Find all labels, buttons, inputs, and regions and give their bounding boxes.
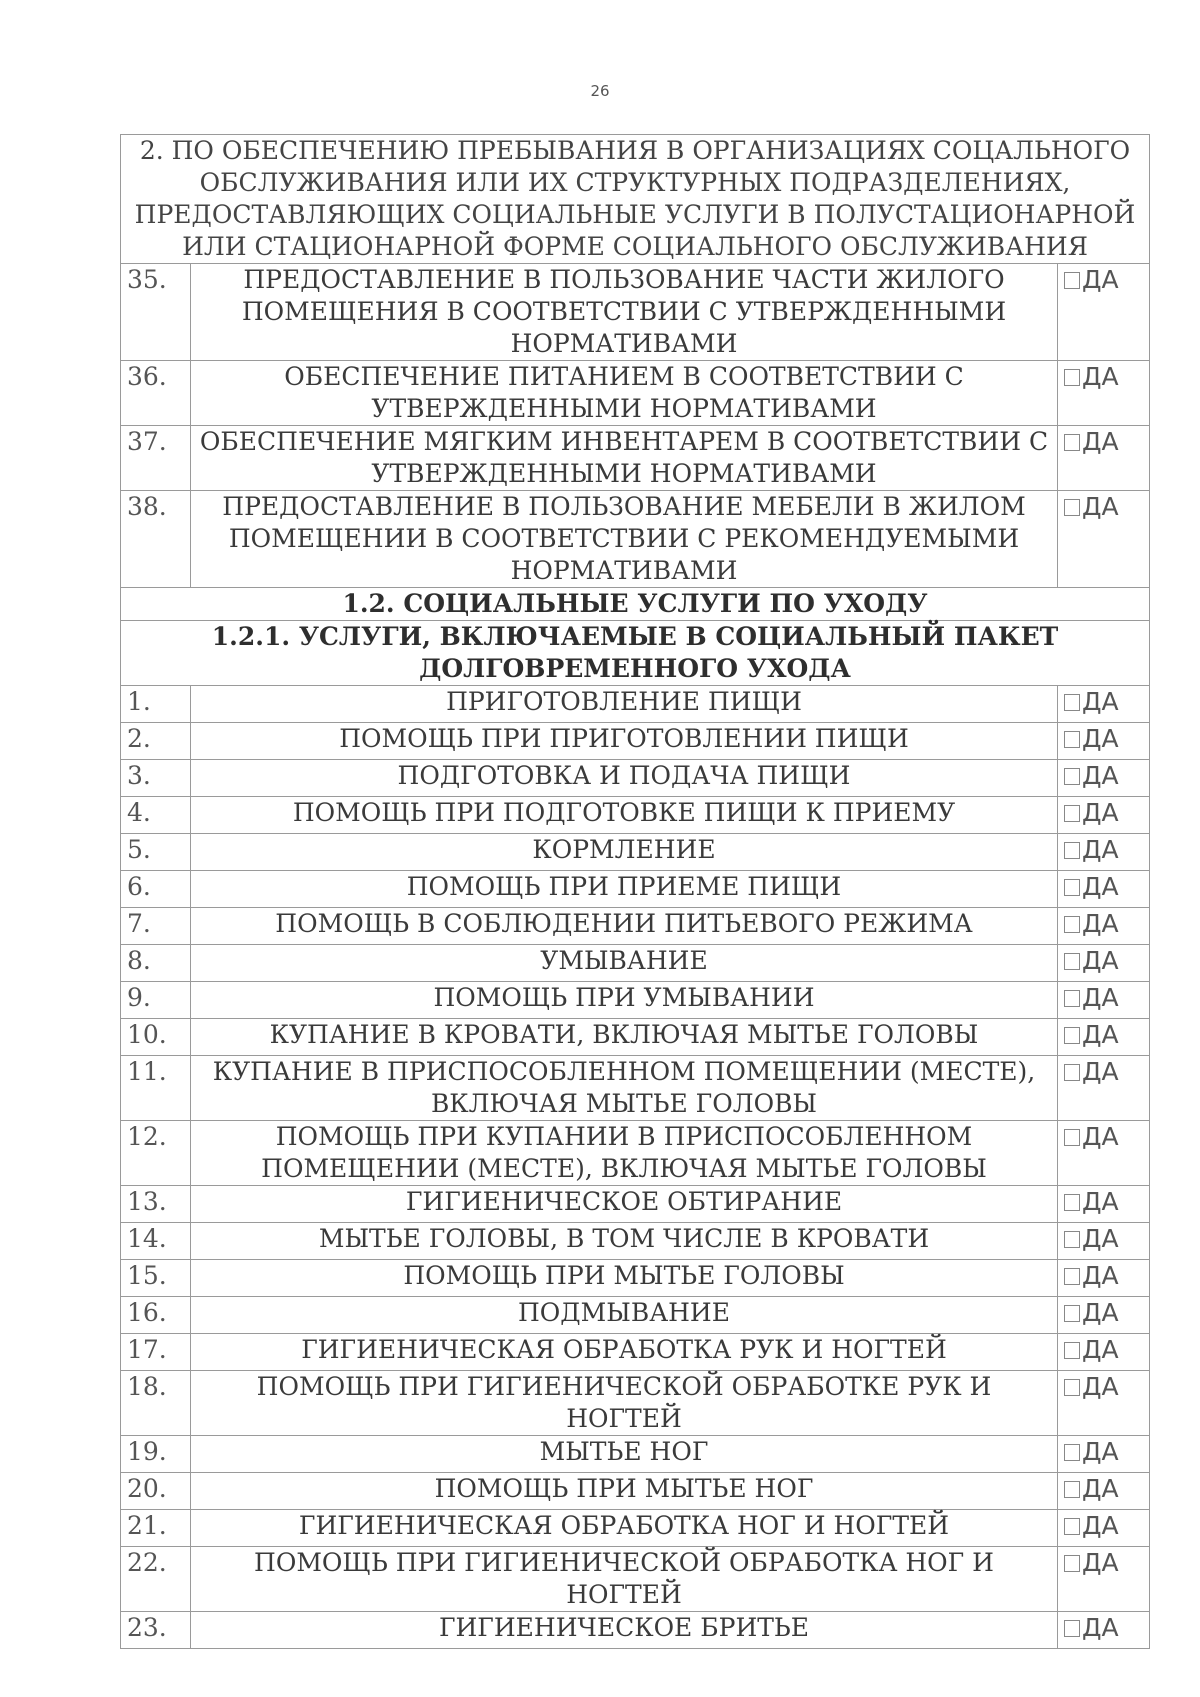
service-row (121, 871, 1150, 908)
yes-checkbox-cell[interactable] (1058, 1223, 1150, 1260)
checkbox-icon[interactable] (1064, 434, 1080, 451)
yes-checkbox-cell[interactable] (1058, 1547, 1150, 1612)
checkbox-icon[interactable] (1064, 1444, 1080, 1461)
yes-label: ДА (1082, 427, 1119, 456)
service-name: МЫТЬЕ ГОЛОВЫ, В ТОМ ЧИСЛЕ В КРОВАТИ (191, 1223, 1058, 1260)
service-row (121, 945, 1150, 982)
yes-checkbox-cell[interactable] (1058, 361, 1150, 426)
yes-checkbox-cell[interactable] (1058, 1056, 1150, 1121)
row-number: 23. (121, 1612, 191, 1649)
checkbox-icon[interactable] (1064, 1620, 1080, 1637)
checkbox-icon[interactable] (1064, 1231, 1080, 1248)
checkbox-icon[interactable] (1064, 805, 1080, 822)
checkbox-icon[interactable] (1064, 1518, 1080, 1535)
service-row (121, 1510, 1150, 1547)
row-number: 21. (121, 1510, 191, 1547)
yes-label: ДА (1082, 1020, 1119, 1049)
service-row (121, 797, 1150, 834)
service-name: ПОМОЩЬ ПРИ МЫТЬЕ НОГ (191, 1473, 1058, 1510)
service-name: УМЫВАНИЕ (191, 945, 1058, 982)
checkbox-icon[interactable] (1064, 953, 1080, 970)
yes-label: ДА (1082, 265, 1119, 294)
row-number: 11. (121, 1056, 191, 1121)
checkbox-icon[interactable] (1064, 272, 1080, 289)
subheading: 1.2. СОЦИАЛЬНЫЕ УСЛУГИ ПО УХОДУ (121, 588, 1150, 621)
service-row (121, 908, 1150, 945)
checkbox-icon[interactable] (1064, 1342, 1080, 1359)
service-name: ПРЕДОСТАВЛЕНИЕ В ПОЛЬЗОВАНИЕ МЕБЕЛИ В ЖИЛОМ ПОМЕЩЕНИИ В СООТВЕТСТВИИ С РЕКОМЕНДУЕМЫМИ НОРМАТИВАМИ (191, 491, 1058, 588)
row-number: 1. (121, 686, 191, 723)
row-number: 17. (121, 1334, 191, 1371)
row-number: 12. (121, 1121, 191, 1186)
service-row (121, 686, 1150, 723)
checkbox-icon[interactable] (1064, 499, 1080, 516)
row-number: 4. (121, 797, 191, 834)
service-row (121, 1612, 1150, 1649)
service-name: ПОМОЩЬ ПРИ ГИГИЕНИЧЕСКОЙ ОБРАБОТКЕ РУК И НОГТЕЙ (191, 1371, 1058, 1436)
yes-label: ДА (1082, 687, 1119, 716)
yes-checkbox-cell[interactable] (1058, 264, 1150, 361)
service-row (121, 491, 1150, 588)
yes-checkbox-cell[interactable] (1058, 982, 1150, 1019)
checkbox-icon[interactable] (1064, 1481, 1080, 1498)
yes-label: ДА (1082, 362, 1119, 391)
subheading: 1.2.1. УСЛУГИ, ВКЛЮЧАЕМЫЕ В СОЦИАЛЬНЫЙ ПАКЕТ ДОЛГОВРЕМЕННОГО УХОДА (121, 621, 1150, 686)
service-row (121, 723, 1150, 760)
service-name: ПОМОЩЬ ПРИ КУПАНИИ В ПРИСПОСОБЛЕННОМ ПОМЕЩЕНИИ (МЕСТЕ), ВКЛЮЧАЯ МЫТЬЕ ГОЛОВЫ (191, 1121, 1058, 1186)
service-row (121, 760, 1150, 797)
yes-checkbox-cell[interactable] (1058, 1334, 1150, 1371)
yes-checkbox-cell[interactable] (1058, 945, 1150, 982)
row-number: 7. (121, 908, 191, 945)
service-row (121, 1547, 1150, 1612)
service-row (121, 1473, 1150, 1510)
service-name: ГИГИЕНИЧЕСКАЯ ОБРАБОТКА НОГ И НОГТЕЙ (191, 1510, 1058, 1547)
service-row (121, 982, 1150, 1019)
row-number: 6. (121, 871, 191, 908)
yes-checkbox-cell[interactable] (1058, 723, 1150, 760)
subheading-row (121, 588, 1150, 621)
service-name: КУПАНИЕ В ПРИСПОСОБЛЕННОМ ПОМЕЩЕНИИ (МЕСТЕ), ВКЛЮЧАЯ МЫТЬЕ ГОЛОВЫ (191, 1056, 1058, 1121)
service-name: ПРЕДОСТАВЛЕНИЕ В ПОЛЬЗОВАНИЕ ЧАСТИ ЖИЛОГО ПОМЕЩЕНИЯ В СООТВЕТСТВИИ С УТВЕРЖДЕННЫМИ НОРМАТИВАМИ (191, 264, 1058, 361)
yes-label: ДА (1082, 983, 1119, 1012)
service-name: ОБЕСПЕЧЕНИЕ ПИТАНИЕМ В СООТВЕТСТВИИ С УТВЕРЖДЕННЫМИ НОРМАТИВАМИ (191, 361, 1058, 426)
checkbox-icon[interactable] (1064, 731, 1080, 748)
checkbox-icon[interactable] (1064, 1555, 1080, 1572)
yes-checkbox-cell[interactable] (1058, 908, 1150, 945)
yes-label: ДА (1082, 1261, 1119, 1290)
service-row (121, 1019, 1150, 1056)
yes-label: ДА (1082, 1437, 1119, 1466)
yes-checkbox-cell[interactable] (1058, 1436, 1150, 1473)
service-row (121, 1260, 1150, 1297)
yes-checkbox-cell[interactable] (1058, 1019, 1150, 1056)
section-header-row (121, 135, 1150, 264)
row-number: 19. (121, 1436, 191, 1473)
row-number: 9. (121, 982, 191, 1019)
yes-label: ДА (1082, 724, 1119, 753)
yes-checkbox-cell[interactable] (1058, 1612, 1150, 1649)
checkbox-icon[interactable] (1064, 1194, 1080, 1211)
checkbox-icon[interactable] (1064, 369, 1080, 386)
service-name: ПОДМЫВАНИЕ (191, 1297, 1058, 1334)
row-number: 8. (121, 945, 191, 982)
service-name: ПОМОЩЬ ПРИ ПРИГОТОВЛЕНИИ ПИЩИ (191, 723, 1058, 760)
yes-checkbox-cell[interactable] (1058, 1260, 1150, 1297)
service-row (121, 1297, 1150, 1334)
yes-label: ДА (1082, 1298, 1119, 1327)
yes-checkbox-cell[interactable] (1058, 1371, 1150, 1436)
row-number: 20. (121, 1473, 191, 1510)
row-number: 35. (121, 264, 191, 361)
yes-checkbox-cell[interactable] (1058, 491, 1150, 588)
yes-checkbox-cell[interactable] (1058, 797, 1150, 834)
yes-checkbox-cell[interactable] (1058, 1186, 1150, 1223)
section-header: 2. ПО ОБЕСПЕЧЕНИЮ ПРЕБЫВАНИЯ В ОРГАНИЗАЦИЯХ СОЦАЛЬНОГО ОБСЛУЖИВАНИЯ ИЛИ ИХ СТРУКТУРНЫХ ПОДРАЗДЕЛЕНИЯХ, ПРЕДОСТАВЛЯЮЩИХ СОЦИАЛЬНЫЕ УСЛУГИ В ПОЛУСТАЦИОНАРНОЙ ИЛИ СТАЦИОНАРНОЙ ФОРМЕ СОЦИАЛЬНОГО ОБСЛУЖИВАНИЯ (121, 135, 1150, 264)
checkbox-icon[interactable] (1064, 1305, 1080, 1322)
service-name: ГИГИЕНИЧЕСКАЯ ОБРАБОТКА РУК И НОГТЕЙ (191, 1334, 1058, 1371)
checkbox-icon[interactable] (1064, 842, 1080, 859)
yes-label: ДА (1082, 1474, 1119, 1503)
row-number: 2. (121, 723, 191, 760)
yes-label: ДА (1082, 1613, 1119, 1642)
row-number: 14. (121, 1223, 191, 1260)
row-number: 18. (121, 1371, 191, 1436)
yes-label: ДА (1082, 761, 1119, 790)
service-row (121, 361, 1150, 426)
yes-checkbox-cell[interactable] (1058, 834, 1150, 871)
yes-checkbox-cell[interactable] (1058, 871, 1150, 908)
service-row (121, 1223, 1150, 1260)
service-name: ПОМОЩЬ ПРИ ГИГИЕНИЧЕСКОЙ ОБРАБОТКА НОГ И НОГТЕЙ (191, 1547, 1058, 1612)
row-number: 10. (121, 1019, 191, 1056)
row-number: 38. (121, 491, 191, 588)
service-name: ПРИГОТОВЛЕНИЕ ПИЩИ (191, 686, 1058, 723)
yes-label: ДА (1082, 1122, 1119, 1151)
yes-label: ДА (1082, 1224, 1119, 1253)
yes-label: ДА (1082, 872, 1119, 901)
yes-label: ДА (1082, 1511, 1119, 1540)
yes-checkbox-cell[interactable] (1058, 1121, 1150, 1186)
yes-label: ДА (1082, 1372, 1119, 1401)
page-number: 26 (590, 82, 610, 100)
checkbox-icon[interactable] (1064, 694, 1080, 711)
service-name: ПОМОЩЬ ПРИ УМЫВАНИИ (191, 982, 1058, 1019)
checkbox-icon[interactable] (1064, 1379, 1080, 1396)
checkbox-icon[interactable] (1064, 1268, 1080, 1285)
checkbox-icon[interactable] (1064, 768, 1080, 785)
yes-label: ДА (1082, 1057, 1119, 1086)
yes-checkbox-cell[interactable] (1058, 1473, 1150, 1510)
service-row (121, 1334, 1150, 1371)
service-name: ПОМОЩЬ В СОБЛЮДЕНИИ ПИТЬЕВОГО РЕЖИМА (191, 908, 1058, 945)
service-name: МЫТЬЕ НОГ (191, 1436, 1058, 1473)
service-name: ОБЕСПЕЧЕНИЕ МЯГКИМ ИНВЕНТАРЕМ В СООТВЕТСТВИИ С УТВЕРЖДЕННЫМИ НОРМАТИВАМИ (191, 426, 1058, 491)
yes-checkbox-cell[interactable] (1058, 1510, 1150, 1547)
checkbox-icon[interactable] (1064, 1129, 1080, 1146)
yes-label: ДА (1082, 835, 1119, 864)
row-number: 13. (121, 1186, 191, 1223)
yes-checkbox-cell[interactable] (1058, 686, 1150, 723)
service-name: КОРМЛЕНИЕ (191, 834, 1058, 871)
checkbox-icon[interactable] (1064, 1027, 1080, 1044)
checkbox-icon[interactable] (1064, 1064, 1080, 1081)
yes-checkbox-cell[interactable] (1058, 1297, 1150, 1334)
service-row (121, 264, 1150, 361)
yes-checkbox-cell[interactable] (1058, 426, 1150, 491)
yes-label: ДА (1082, 946, 1119, 975)
service-row (121, 1121, 1150, 1186)
service-row (121, 834, 1150, 871)
service-name: ПОДГОТОВКА И ПОДАЧА ПИЩИ (191, 760, 1058, 797)
subheading-row (121, 621, 1150, 686)
row-number: 37. (121, 426, 191, 491)
service-row (121, 1186, 1150, 1223)
service-row (121, 1436, 1150, 1473)
yes-label: ДА (1082, 798, 1119, 827)
service-name: ПОМОЩЬ ПРИ МЫТЬЕ ГОЛОВЫ (191, 1260, 1058, 1297)
row-number: 16. (121, 1297, 191, 1334)
service-name: ПОМОЩЬ ПРИ ПРИЕМЕ ПИЩИ (191, 871, 1058, 908)
service-name: ГИГИЕНИЧЕСКОЕ БРИТЬЕ (191, 1612, 1058, 1649)
checkbox-icon[interactable] (1064, 990, 1080, 1007)
yes-label: ДА (1082, 492, 1119, 521)
service-row (121, 426, 1150, 491)
yes-label: ДА (1082, 909, 1119, 938)
row-number: 15. (121, 1260, 191, 1297)
yes-checkbox-cell[interactable] (1058, 760, 1150, 797)
service-name: КУПАНИЕ В КРОВАТИ, ВКЛЮЧАЯ МЫТЬЕ ГОЛОВЫ (191, 1019, 1058, 1056)
row-number: 5. (121, 834, 191, 871)
service-name: ГИГИЕНИЧЕСКОЕ ОБТИРАНИЕ (191, 1186, 1058, 1223)
row-number: 22. (121, 1547, 191, 1612)
service-row (121, 1056, 1150, 1121)
yes-label: ДА (1082, 1548, 1119, 1577)
checkbox-icon[interactable] (1064, 916, 1080, 933)
row-number: 36. (121, 361, 191, 426)
checkbox-icon[interactable] (1064, 879, 1080, 896)
service-row (121, 1371, 1150, 1436)
yes-label: ДА (1082, 1335, 1119, 1364)
row-number: 3. (121, 760, 191, 797)
service-name: ПОМОЩЬ ПРИ ПОДГОТОВКЕ ПИЩИ К ПРИЕМУ (191, 797, 1058, 834)
services-table (120, 134, 1150, 1649)
yes-label: ДА (1082, 1187, 1119, 1216)
